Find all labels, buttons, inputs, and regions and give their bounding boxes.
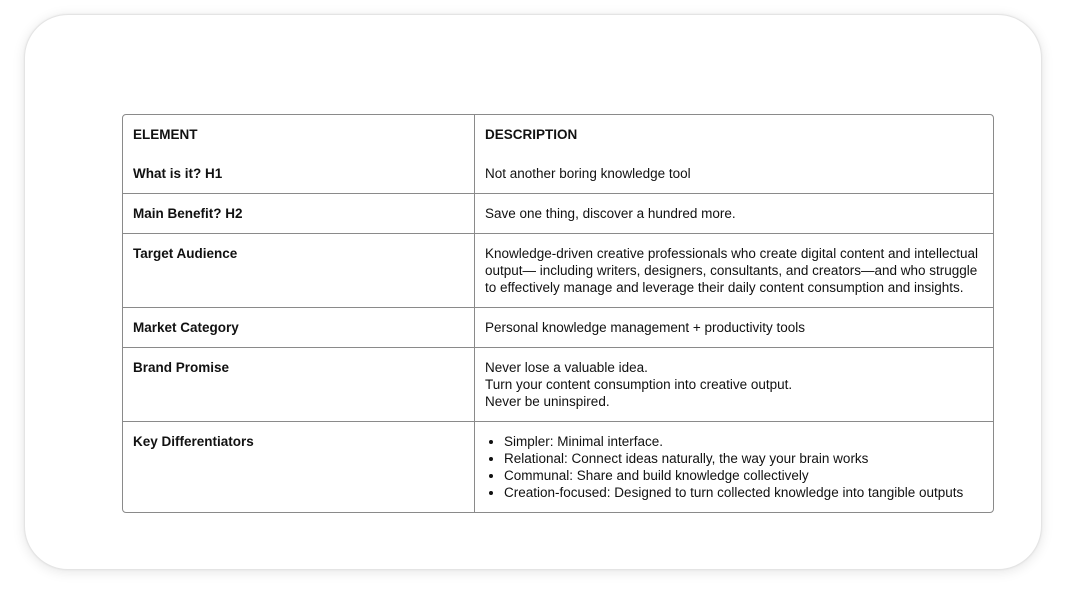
table-header-row <box>123 115 993 154</box>
row-description <box>475 308 993 348</box>
row-label: Key Differentiators <box>123 422 475 512</box>
description-line: Turn your content consumption into creative output. <box>485 377 793 392</box>
list-item: • Simpler: Minimal interface. <box>504 433 983 450</box>
table-row <box>123 154 993 194</box>
list-item: • Communal: Share and build knowledge collectively <box>504 467 983 484</box>
row-description <box>475 234 993 308</box>
row-description <box>475 154 993 194</box>
row-label: Brand Promise <box>123 348 475 422</box>
description-line: Personal knowledge management + productivity tools <box>485 320 806 335</box>
content-card <box>24 14 1042 570</box>
table-row <box>123 422 993 512</box>
column-header-element: ELEMENT <box>123 115 475 154</box>
description-line: Save one thing, discover a hundred more. <box>485 206 736 221</box>
list-item: • Relational: Connect ideas naturally, the way your brain works <box>504 450 983 467</box>
brand-elements-table <box>122 114 994 513</box>
list-item: • Creation-focused: Designed to turn collected knowledge into tangible outputs <box>504 484 983 501</box>
differentiators-list <box>485 433 983 501</box>
table-row <box>123 308 993 348</box>
description-line: Not another boring knowledge tool <box>485 166 691 181</box>
description-line: Never be uninspired. <box>485 394 610 409</box>
table-row <box>123 348 993 422</box>
table-row <box>123 194 993 234</box>
description-line: Never lose a valuable idea. <box>485 360 648 375</box>
row-description <box>475 194 993 234</box>
row-label: Main Benefit? H2 <box>123 194 475 234</box>
row-label: Target Audience <box>123 234 475 308</box>
table-row <box>123 234 993 308</box>
row-description <box>475 422 993 512</box>
row-label: What is it? H1 <box>123 154 475 194</box>
row-description <box>475 348 993 422</box>
column-header-description: DESCRIPTION <box>485 127 578 142</box>
row-label: Market Category <box>123 308 475 348</box>
description-line: Knowledge-driven creative professionals who create digital content and intellectual output— including writers, designers, consultants, and creators—and who struggle to effectively manage and leverage their daily content consumption and insights. <box>485 246 979 295</box>
